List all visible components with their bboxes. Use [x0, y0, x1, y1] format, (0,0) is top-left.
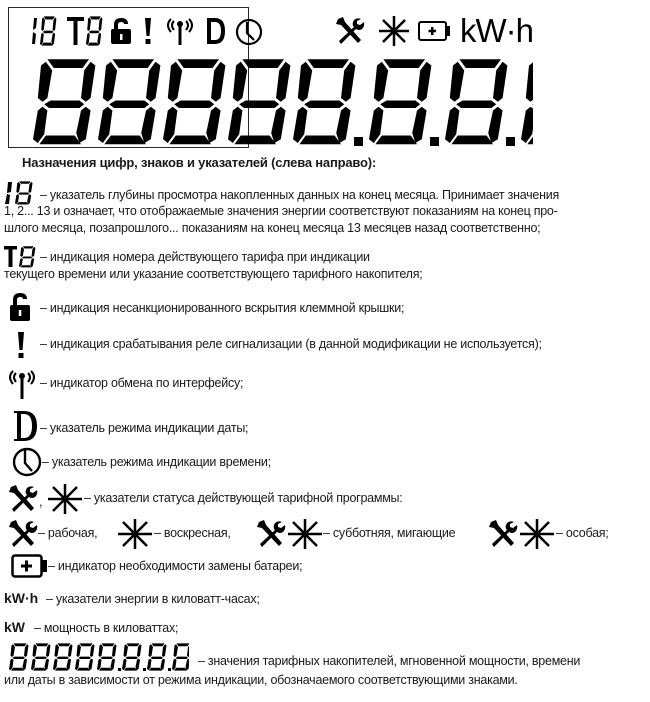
tariff-symbol	[4, 246, 36, 268]
clock-icon	[235, 18, 263, 46]
saturday-icon-wrench	[256, 519, 286, 549]
decimal-point	[354, 137, 363, 146]
seven-segment-digit	[97, 643, 117, 670]
depth-symbol	[4, 181, 34, 205]
depth-description: – указатель глубины просмотра накопленных данных на конец месяца. Принимает значения	[40, 188, 560, 202]
asterisk-icon	[379, 16, 409, 46]
sunday-icon	[116, 519, 156, 549]
hammer-wrench-icon	[8, 484, 38, 514]
seven-segment-digit	[163, 59, 225, 144]
digits-symbol	[9, 643, 189, 673]
seven-segment-digit	[172, 643, 189, 670]
special-icon-wrench	[488, 519, 518, 549]
seven-segment-digit	[75, 643, 95, 670]
tariff-indicator	[67, 16, 107, 46]
antenna-icon	[6, 368, 38, 400]
seven-segment-digit	[521, 59, 533, 144]
date-mode-indicator	[13, 410, 39, 442]
separator-comma: ,	[39, 494, 43, 509]
seven-segment-digit	[33, 59, 95, 144]
hammer-wrench-icon	[335, 16, 365, 46]
saturday-label: – субботняя, мигающие	[323, 526, 456, 540]
sunday-label: – воскресная,	[154, 526, 231, 540]
seven-segment-digit	[9, 643, 29, 670]
kw-symbol: kW	[4, 619, 25, 635]
antenna-icon	[164, 16, 196, 46]
seven-segment-digit	[293, 59, 355, 144]
asterisk-icon	[46, 484, 86, 514]
exclamation-icon	[16, 331, 26, 359]
battery-icon	[11, 554, 49, 578]
date-description: – указатель режима индикации даты;	[40, 421, 249, 435]
special-icon-star	[518, 519, 558, 549]
seven-segment-digit	[147, 643, 167, 670]
seven-segment-digit	[31, 643, 51, 670]
alarm-description: – индикация срабатывания реле сигнализации (в данной модификации не используется);	[40, 337, 542, 351]
working-day-icon	[8, 519, 38, 549]
lcd-digits	[33, 58, 533, 148]
lock-description: – индикация несанкционированного вскрытия клеммной крышки;	[40, 301, 405, 315]
seven-segment-digit	[98, 59, 160, 144]
legend-heading: Назначения цифр, знаков и указателей (слева направо):	[22, 155, 376, 170]
exclamation-icon	[143, 17, 153, 45]
unlock-icon	[9, 292, 31, 322]
date-mode-indicator	[205, 17, 227, 45]
seven-segment-digit	[445, 59, 507, 144]
kw-description: – мощность в киловаттах;	[34, 621, 179, 635]
decimal-point	[430, 137, 439, 146]
digits-description-cont: или даты в зависимости от режима индикации, обозначаемого соответствующими знаками.	[4, 673, 518, 687]
decimal-point	[506, 137, 515, 146]
kwh-symbol: kW·h	[4, 590, 39, 606]
unlock-icon	[110, 17, 132, 45]
seven-segment-digit	[53, 643, 73, 670]
decimal-point	[143, 668, 146, 671]
tariff-description-cont: текущего времени или указание соответствующего тарифного накопителя;	[4, 267, 423, 281]
seven-segment-digit	[228, 59, 290, 144]
kwh-unit: kW·h	[460, 12, 533, 49]
tariff-description: – индикация номера действующего тарифа при индикации	[40, 250, 370, 264]
interface-description: – индикатор обмена по интерфейсу;	[40, 376, 244, 390]
kwh-description: – указатели энергии в киловатт-часах;	[46, 592, 260, 606]
decimal-point	[118, 668, 121, 671]
seven-segment-digit	[122, 643, 142, 670]
month-depth-indicator	[30, 16, 58, 46]
working-day-label: – рабочая,	[38, 526, 98, 540]
seven-segment-digit	[369, 59, 431, 144]
depth-description-cont: 1, 2... 13 и означает, что отображаемые значения энергии соответствуют показаниям на конец про- шлого месяца, позапрошлого... показаниям на конец месяца 13 месяцев назад соответственно;	[4, 204, 558, 235]
clock-icon	[12, 447, 42, 477]
lcd-top-indicators-right	[330, 14, 550, 50]
lcd-top-indicators	[14, 14, 244, 50]
saturday-icon-star	[286, 519, 326, 549]
decimal-point	[168, 668, 171, 671]
battery-icon	[418, 21, 452, 41]
digits-description: – значения тарифных накопителей, мгновенной мощности, времени	[198, 654, 581, 668]
time-description: – указатель режима индикации времени;	[42, 455, 271, 469]
battery-description: – индикатор необходимости замены батареи;	[48, 559, 303, 573]
program-status-description: – указатели статуса действующей тарифной программы:	[84, 491, 403, 505]
special-label: – особая;	[556, 526, 609, 540]
